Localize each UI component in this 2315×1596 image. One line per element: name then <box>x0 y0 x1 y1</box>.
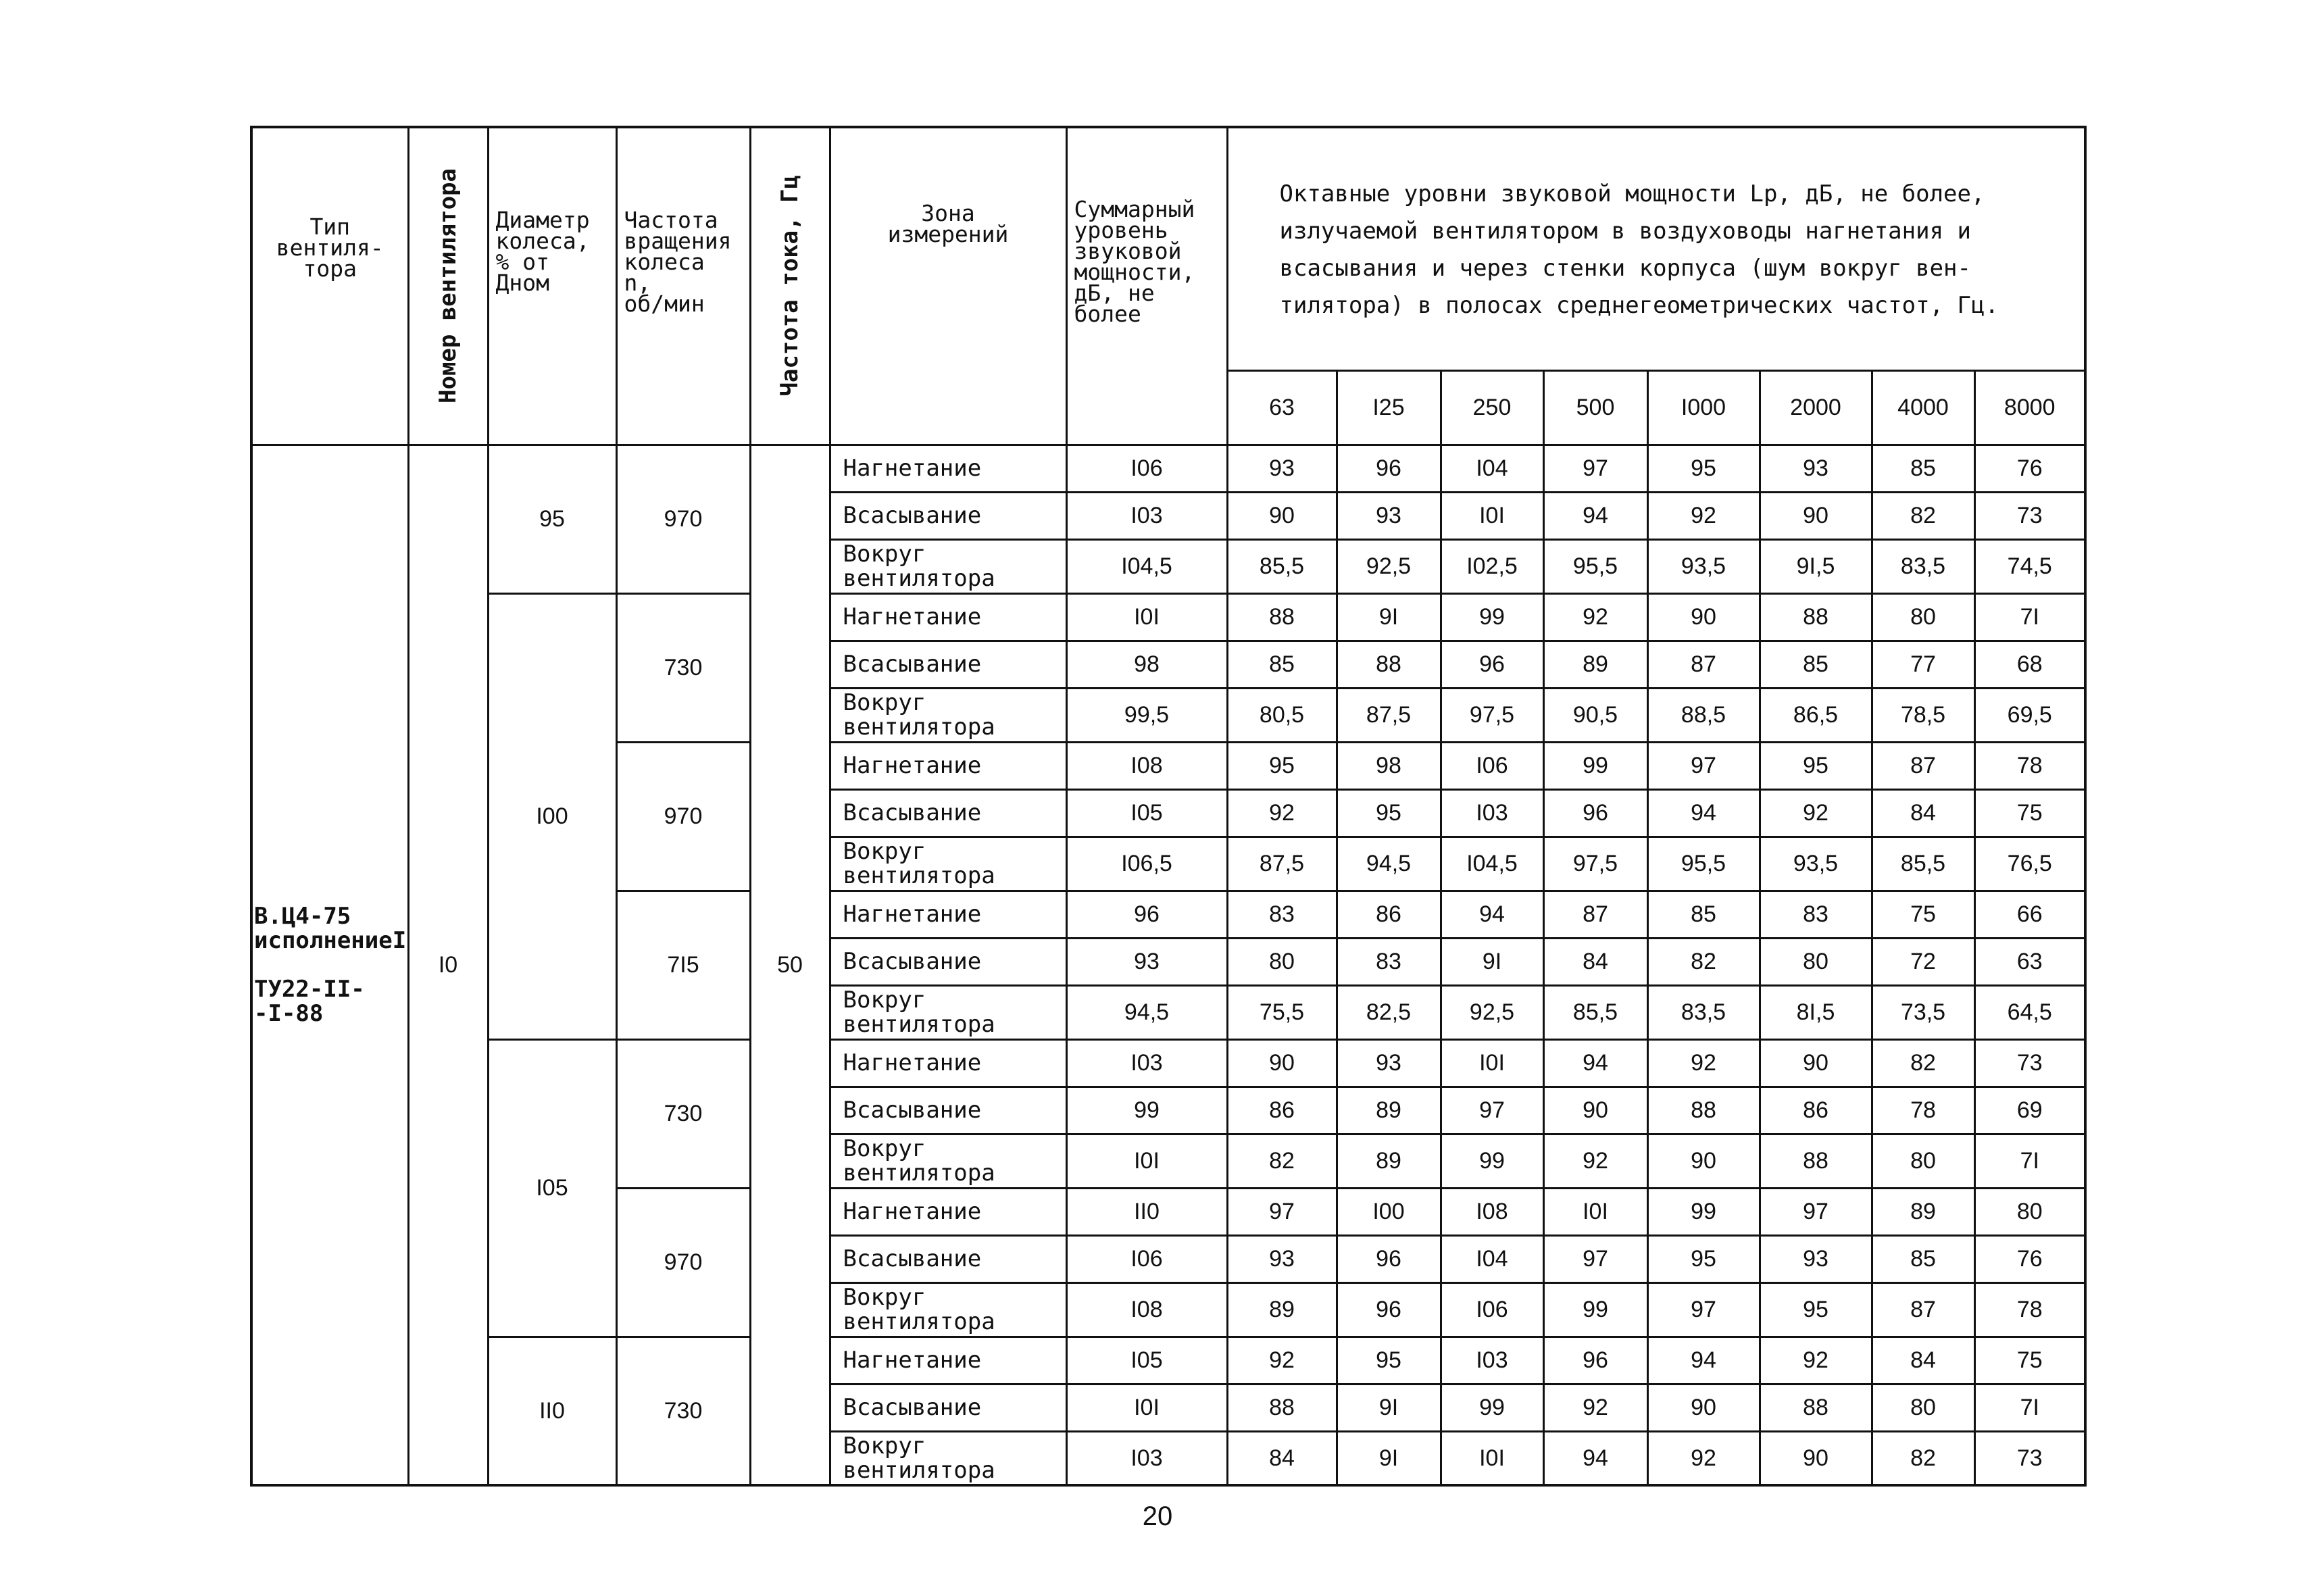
octave-level-cell: 87 <box>1647 641 1760 688</box>
octave-level-cell: 78 <box>1974 742 2085 789</box>
octave-level-cell: 9I <box>1337 1431 1441 1485</box>
octave-level-cell: 74,5 <box>1974 539 2085 593</box>
total-level-cell: I03 <box>1066 1431 1227 1485</box>
octave-level-cell: 94 <box>1441 891 1543 938</box>
octave-level-cell: 77 <box>1872 641 1974 688</box>
zone-cell: Нагнетание <box>830 742 1066 789</box>
octave-level-cell: 89 <box>1543 641 1647 688</box>
octave-level-cell: 83,5 <box>1872 539 1974 593</box>
octave-level-cell: 84 <box>1227 1431 1337 1485</box>
octave-level-cell: I0I <box>1441 492 1543 539</box>
octave-level-cell: 92 <box>1227 789 1337 837</box>
octave-level-cell: 84 <box>1543 938 1647 985</box>
octave-level-cell: 90 <box>1227 1039 1337 1087</box>
octave-level-cell: 92 <box>1543 593 1647 641</box>
zone-cell: Всасывание <box>830 1384 1066 1431</box>
rpm-cell: 970 <box>616 445 750 593</box>
total-level-cell: I05 <box>1066 789 1227 837</box>
total-level-cell: 98 <box>1066 641 1227 688</box>
rpm-cell: 970 <box>616 1188 750 1337</box>
octave-level-cell: 82 <box>1647 938 1760 985</box>
octave-level-cell: 84 <box>1872 789 1974 837</box>
octave-level-cell: 93,5 <box>1760 837 1872 891</box>
octave-level-cell: 97 <box>1441 1087 1543 1134</box>
total-level-cell: I06 <box>1066 445 1227 492</box>
octave-level-cell: 69,5 <box>1974 688 2085 742</box>
total-level-cell: I06,5 <box>1066 837 1227 891</box>
total-level-cell: I03 <box>1066 492 1227 539</box>
fan-type: В.Ц4-75 исполнениеI ТУ22-II- -I-88 <box>251 445 408 1485</box>
octave-level-cell: 82 <box>1872 1431 1974 1485</box>
octave-level-cell: 99 <box>1441 1134 1543 1188</box>
octave-level-cell: 85 <box>1872 1235 1974 1282</box>
octave-level-cell: 90 <box>1647 1384 1760 1431</box>
octave-level-cell: 9I,5 <box>1760 539 1872 593</box>
octave-level-cell: 82 <box>1227 1134 1337 1188</box>
total-level-cell: II0 <box>1066 1188 1227 1235</box>
octave-level-cell: I04,5 <box>1441 837 1543 891</box>
octave-level-cell: 89 <box>1227 1282 1337 1337</box>
octave-level-cell: 99 <box>1543 1282 1647 1337</box>
diameter-cell: I05 <box>488 1039 616 1337</box>
octave-level-cell: 95,5 <box>1543 539 1647 593</box>
zone-cell: Всасывание <box>830 1087 1066 1134</box>
frequency-header-6: 4000 <box>1872 370 1974 445</box>
octave-level-cell: 94 <box>1543 1039 1647 1087</box>
frequency-header-5: 2000 <box>1760 370 1872 445</box>
zone-cell: Нагнетание <box>830 593 1066 641</box>
octave-level-cell: 92 <box>1760 789 1872 837</box>
octave-level-cell: 80 <box>1227 938 1337 985</box>
octave-level-cell: 92 <box>1543 1384 1647 1431</box>
total-level-cell: I06 <box>1066 1235 1227 1282</box>
octave-level-cell: I0I <box>1441 1039 1543 1087</box>
octave-level-cell: 78 <box>1974 1282 2085 1337</box>
octave-level-cell: 93 <box>1760 1235 1872 1282</box>
octave-level-cell: 88 <box>1760 1384 1872 1431</box>
total-level-cell: I08 <box>1066 1282 1227 1337</box>
octave-level-cell: 86 <box>1227 1087 1337 1134</box>
header-total-level: Суммарный уровень звуковой мощности, дБ, не более <box>1066 127 1227 445</box>
header-current-frequency: Частота тока, Гц <box>750 127 830 445</box>
zone-cell: Вокруг вентилятора <box>830 1282 1066 1337</box>
octave-level-cell: 85,5 <box>1227 539 1337 593</box>
total-level-cell: I0I <box>1066 593 1227 641</box>
octave-level-cell: 75 <box>1872 891 1974 938</box>
octave-level-cell: 93,5 <box>1647 539 1760 593</box>
octave-level-cell: 92 <box>1647 492 1760 539</box>
zone-cell: Всасывание <box>830 789 1066 837</box>
frequency-header-3: 500 <box>1543 370 1647 445</box>
octave-level-cell: 98 <box>1337 742 1441 789</box>
octave-level-cell: 92,5 <box>1441 985 1543 1039</box>
octave-level-cell: 90,5 <box>1543 688 1647 742</box>
octave-level-cell: 7I <box>1974 1384 2085 1431</box>
octave-level-cell: 96 <box>1543 1337 1647 1384</box>
zone-cell: Нагнетание <box>830 445 1066 492</box>
octave-level-cell: 93 <box>1337 1039 1441 1087</box>
header-rotation: Частота вращения колеса n, об/мин <box>616 127 750 445</box>
octave-level-cell: 94 <box>1647 789 1760 837</box>
octave-level-cell: 9I <box>1337 1384 1441 1431</box>
octave-level-cell: 95 <box>1337 1337 1441 1384</box>
zone-cell: Всасывание <box>830 938 1066 985</box>
octave-level-cell: 75,5 <box>1227 985 1337 1039</box>
octave-level-cell: 92 <box>1543 1134 1647 1188</box>
zone-cell: Вокруг вентилятора <box>830 985 1066 1039</box>
octave-level-cell: 69 <box>1974 1087 2085 1134</box>
octave-level-cell: 96 <box>1337 1235 1441 1282</box>
total-level-cell: I05 <box>1066 1337 1227 1384</box>
octave-level-cell: 96 <box>1441 641 1543 688</box>
octave-level-cell: 97,5 <box>1441 688 1543 742</box>
octave-level-cell: 83 <box>1227 891 1337 938</box>
zone-cell: Вокруг вентилятора <box>830 1134 1066 1188</box>
zone-cell: Вокруг вентилятора <box>830 1431 1066 1485</box>
octave-level-cell: 90 <box>1227 492 1337 539</box>
octave-level-cell: 87 <box>1543 891 1647 938</box>
total-level-cell: 96 <box>1066 891 1227 938</box>
octave-level-cell: 86,5 <box>1760 688 1872 742</box>
octave-level-cell: 89 <box>1872 1188 1974 1235</box>
frequency-header-2: 250 <box>1441 370 1543 445</box>
octave-level-cell: 86 <box>1337 891 1441 938</box>
octave-level-cell: 7I <box>1974 593 2085 641</box>
diameter-cell: 95 <box>488 445 616 593</box>
fan-noise-table <box>250 126 2087 1487</box>
header-zone: Зона измерений <box>830 127 1066 445</box>
octave-level-cell: I06 <box>1441 1282 1543 1337</box>
octave-level-cell: I03 <box>1441 789 1543 837</box>
octave-level-cell: 93 <box>1337 492 1441 539</box>
octave-level-cell: 99 <box>1441 1384 1543 1431</box>
octave-level-cell: 76,5 <box>1974 837 2085 891</box>
octave-level-cell: 78 <box>1872 1087 1974 1134</box>
octave-level-cell: 88 <box>1337 641 1441 688</box>
octave-level-cell: 95 <box>1337 789 1441 837</box>
octave-level-cell: I04 <box>1441 445 1543 492</box>
octave-level-cell: 99 <box>1647 1188 1760 1235</box>
octave-level-cell: 96 <box>1337 445 1441 492</box>
zone-cell: Вокруг вентилятора <box>830 688 1066 742</box>
octave-level-cell: 76 <box>1974 445 2085 492</box>
octave-level-cell: 76 <box>1974 1235 2085 1282</box>
octave-level-cell: 82 <box>1872 492 1974 539</box>
total-level-cell: 99,5 <box>1066 688 1227 742</box>
octave-level-cell: I03 <box>1441 1337 1543 1384</box>
rpm-cell: 7I5 <box>616 891 750 1039</box>
octave-level-cell: 97 <box>1227 1188 1337 1235</box>
zone-cell: Нагнетание <box>830 1039 1066 1087</box>
total-level-cell: 99 <box>1066 1087 1227 1134</box>
octave-level-cell: 66 <box>1974 891 2085 938</box>
octave-level-cell: 88 <box>1760 1134 1872 1188</box>
octave-level-cell: 93 <box>1760 445 1872 492</box>
octave-level-cell: 78,5 <box>1872 688 1974 742</box>
octave-level-cell: 97 <box>1543 445 1647 492</box>
octave-level-cell: 75 <box>1974 789 2085 837</box>
octave-level-cell: 94,5 <box>1337 837 1441 891</box>
octave-level-cell: 68 <box>1974 641 2085 688</box>
octave-level-cell: 72 <box>1872 938 1974 985</box>
octave-level-cell: 73 <box>1974 1431 2085 1485</box>
octave-level-cell: 90 <box>1543 1087 1647 1134</box>
zone-cell: Вокруг вентилятора <box>830 539 1066 593</box>
octave-level-cell: 94 <box>1647 1337 1760 1384</box>
octave-level-cell: 90 <box>1647 1134 1760 1188</box>
octave-level-cell: 87,5 <box>1337 688 1441 742</box>
octave-level-cell: 80 <box>1872 1384 1974 1431</box>
total-level-cell: I03 <box>1066 1039 1227 1087</box>
octave-level-cell: 9I <box>1337 593 1441 641</box>
octave-level-cell: 82 <box>1872 1039 1974 1087</box>
octave-level-cell: 85 <box>1760 641 1872 688</box>
table-row <box>251 1337 2085 1384</box>
octave-level-cell: 88,5 <box>1647 688 1760 742</box>
octave-level-cell: 87 <box>1872 1282 1974 1337</box>
total-level-cell: I0I <box>1066 1384 1227 1431</box>
octave-level-cell: 83 <box>1337 938 1441 985</box>
octave-level-cell: 83 <box>1760 891 1872 938</box>
total-level-cell: 93 <box>1066 938 1227 985</box>
octave-level-cell: 95 <box>1760 1282 1872 1337</box>
table-row <box>251 445 2085 492</box>
octave-level-cell: 95 <box>1760 742 1872 789</box>
zone-cell: Всасывание <box>830 1235 1066 1282</box>
octave-level-cell: 84 <box>1872 1337 1974 1384</box>
diameter-cell: II0 <box>488 1337 616 1485</box>
total-level-cell: I04,5 <box>1066 539 1227 593</box>
octave-level-cell: 80 <box>1974 1188 2085 1235</box>
table-row <box>251 593 2085 641</box>
octave-level-cell: 86 <box>1760 1087 1872 1134</box>
zone-cell: Нагнетание <box>830 1337 1066 1384</box>
octave-level-cell: 92 <box>1227 1337 1337 1384</box>
frequency-header-7: 8000 <box>1974 370 2085 445</box>
page-number: 20 <box>1142 1501 1173 1531</box>
octave-level-cell: 80,5 <box>1227 688 1337 742</box>
rpm-cell: 730 <box>616 1337 750 1485</box>
header-type: Тип вентиля- тора <box>251 127 408 445</box>
octave-level-cell: 87 <box>1872 742 1974 789</box>
octave-level-cell: 99 <box>1441 593 1543 641</box>
frequency-header-4: I000 <box>1647 370 1760 445</box>
total-level-cell: I0I <box>1066 1134 1227 1188</box>
rpm-cell: 730 <box>616 593 750 742</box>
octave-level-cell: 73 <box>1974 492 2085 539</box>
octave-level-cell: 82,5 <box>1337 985 1441 1039</box>
octave-level-cell: 93 <box>1227 445 1337 492</box>
octave-level-cell: 96 <box>1543 789 1647 837</box>
octave-level-cell: 95 <box>1227 742 1337 789</box>
octave-level-cell: 90 <box>1760 1039 1872 1087</box>
octave-level-cell: 88 <box>1227 593 1337 641</box>
octave-level-cell: 92 <box>1647 1039 1760 1087</box>
octave-level-cell: 92 <box>1760 1337 1872 1384</box>
octave-level-cell: 85,5 <box>1543 985 1647 1039</box>
zone-cell: Всасывание <box>830 492 1066 539</box>
fan-number: I0 <box>408 445 488 1485</box>
zone-cell: Нагнетание <box>830 891 1066 938</box>
octave-level-cell: 64,5 <box>1974 985 2085 1039</box>
octave-level-cell: 94 <box>1543 1431 1647 1485</box>
frequency-header-0: 63 <box>1227 370 1337 445</box>
octave-level-cell: I04 <box>1441 1235 1543 1282</box>
zone-cell: Вокруг вентилятора <box>830 837 1066 891</box>
zone-cell: Всасывание <box>830 641 1066 688</box>
octave-level-cell: I06 <box>1441 742 1543 789</box>
rpm-cell: 970 <box>616 742 750 891</box>
octave-level-cell: 92 <box>1647 1431 1760 1485</box>
octave-level-cell: 85,5 <box>1872 837 1974 891</box>
octave-level-cell: 7I <box>1974 1134 2085 1188</box>
octave-level-cell: 95,5 <box>1647 837 1760 891</box>
octave-level-cell: I02,5 <box>1441 539 1543 593</box>
octave-level-cell: 63 <box>1974 938 2085 985</box>
octave-level-cell: 83,5 <box>1647 985 1760 1039</box>
octave-level-cell: 85 <box>1872 445 1974 492</box>
octave-level-cell: 88 <box>1227 1384 1337 1431</box>
octave-level-cell: 88 <box>1647 1087 1760 1134</box>
octave-level-cell: 80 <box>1760 938 1872 985</box>
octave-level-cell: 97 <box>1543 1235 1647 1282</box>
octave-level-cell: 85 <box>1227 641 1337 688</box>
octave-level-cell: I08 <box>1441 1188 1543 1235</box>
octave-level-cell: 90 <box>1760 492 1872 539</box>
octave-level-cell: 97 <box>1647 742 1760 789</box>
current-frequency-cell: 50 <box>750 445 830 1485</box>
diameter-cell: I00 <box>488 593 616 1039</box>
octave-level-cell: 92,5 <box>1337 539 1441 593</box>
octave-level-cell: 95 <box>1647 445 1760 492</box>
octave-level-cell: I0I <box>1441 1431 1543 1485</box>
octave-level-cell: 75 <box>1974 1337 2085 1384</box>
header-octave-title: Октавные уровни звуковой мощности Lр, дБ, не более, излучаемой вентилятором в воздуховоды нагнетания и всасывания и через стенки корпуса (шум вокруг вен- тилятора) в полосах среднегеометрических частот, Гц. <box>1227 127 2085 370</box>
table-row <box>251 1039 2085 1087</box>
octave-level-cell: 96 <box>1337 1282 1441 1337</box>
octave-level-cell: 97 <box>1760 1188 1872 1235</box>
octave-level-cell: 89 <box>1337 1087 1441 1134</box>
octave-level-cell: 80 <box>1872 593 1974 641</box>
zone-cell: Нагнетание <box>830 1188 1066 1235</box>
octave-level-cell: 80 <box>1872 1134 1974 1188</box>
octave-level-cell: 85 <box>1647 891 1760 938</box>
octave-level-cell: 90 <box>1647 593 1760 641</box>
octave-level-cell: 99 <box>1543 742 1647 789</box>
octave-level-cell: 87,5 <box>1227 837 1337 891</box>
octave-level-cell: 95 <box>1647 1235 1760 1282</box>
frequency-header-1: I25 <box>1337 370 1441 445</box>
octave-level-cell: 73,5 <box>1872 985 1974 1039</box>
octave-level-cell: I00 <box>1337 1188 1441 1235</box>
octave-level-cell: 88 <box>1760 593 1872 641</box>
octave-level-cell: I0I <box>1543 1188 1647 1235</box>
octave-level-cell: 8I,5 <box>1760 985 1872 1039</box>
octave-level-cell: 90 <box>1760 1431 1872 1485</box>
total-level-cell: I08 <box>1066 742 1227 789</box>
octave-level-cell: 93 <box>1227 1235 1337 1282</box>
rpm-cell: 730 <box>616 1039 750 1188</box>
octave-level-cell: 9I <box>1441 938 1543 985</box>
octave-level-cell: 97,5 <box>1543 837 1647 891</box>
header-diameter: Диаметр колеса, % от Дном <box>488 127 616 445</box>
octave-level-cell: 94 <box>1543 492 1647 539</box>
total-level-cell: 94,5 <box>1066 985 1227 1039</box>
octave-level-cell: 97 <box>1647 1282 1760 1337</box>
octave-level-cell: 89 <box>1337 1134 1441 1188</box>
octave-level-cell: 73 <box>1974 1039 2085 1087</box>
header-fan-number: Номер вентилятора <box>408 127 488 445</box>
